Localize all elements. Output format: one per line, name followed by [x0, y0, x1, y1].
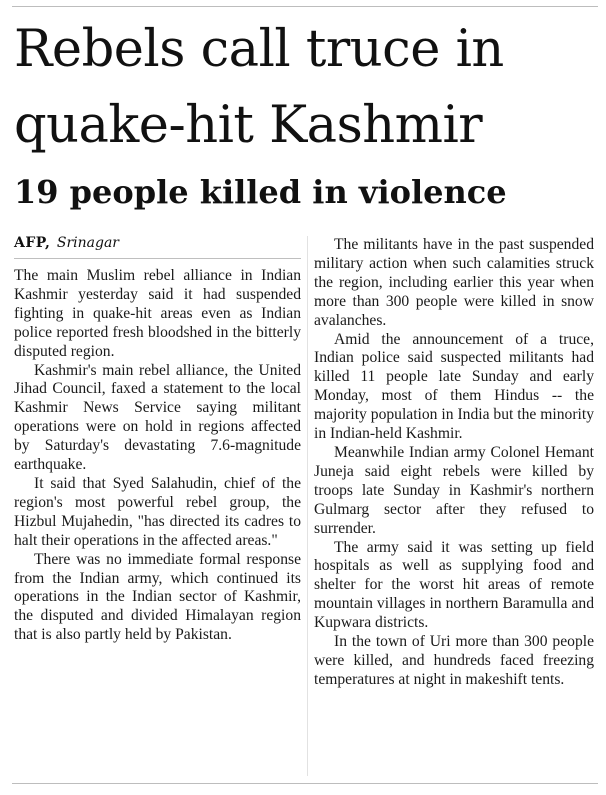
byline-agency: AFP, — [14, 235, 51, 251]
right-column — [314, 236, 594, 690]
left-column — [14, 267, 301, 645]
right-paragraph-5: In the town of Uri more than 300 people were killed, and hundreds faced freezing temperatures at night in makeshift tents. — [314, 633, 594, 688]
right-paragraph-3: Meanwhile Indian army Colonel Hemant Juneja said eight rebels were killed by troops late Sunday in Kashmir's northern Gulmarg sector after they refused to surrender. — [314, 443, 594, 537]
headline-line-1: Rebels call truce in — [14, 20, 504, 79]
left-paragraph-4: There was no immediate formal response from the Indian army, which continued its operations in the Indian sector of Kashmir, the disputed and divided Himalayan region that is also partly held by Pakistan. — [14, 550, 301, 644]
left-paragraph-3: It said that Syed Salahudin, chief of the region's most powerful rebel group, the Hizbul Mujahedin, "has directed its cadres to halt their operations in the affected areas." — [14, 474, 301, 549]
right-paragraph-4: The army said it was setting up field hospitals as well as supplying food and shelter for the worst hit areas of remote mountain villages in northern Baramulla and Kupwara districts. — [314, 538, 594, 632]
subheadline: 19 people killed in violence — [14, 173, 507, 211]
bottom-rule — [12, 783, 598, 784]
column-divider — [307, 236, 308, 776]
left-paragraph-1: The main Muslim rebel alliance in Indian Kashmir yesterday said it had suspended fighting in quake-hit areas even as Indian police reported fresh bloodshed in the bitterly disputed region. — [14, 267, 301, 360]
byline-location: Srinagar — [56, 235, 119, 251]
headline — [14, 12, 604, 164]
byline — [14, 233, 294, 253]
left-paragraph-2: Kashmir's main rebel alliance, the United Jihad Council, faxed a statement to the local Kashmir News Service saying militant operations were on hold in regions affected by Saturday's devastating 7.6-magnitude earthquake. — [14, 361, 301, 474]
byline-rule — [14, 258, 301, 259]
right-paragraph-1: The militants have in the past suspended military action when such calamities struck the region, including earlier this year when more than 300 people were killed in snow avalanches. — [314, 236, 594, 329]
headline-line-2: quake-hit Kashmir — [14, 96, 483, 155]
top-rule — [12, 6, 598, 7]
right-paragraph-2: Amid the announcement of a truce, Indian police said suspected militants had killed 11 people late Sunday and early Monday, most of them Hindus -- the majority population in India but the minority in Indian-held Kashmir. — [314, 330, 594, 443]
